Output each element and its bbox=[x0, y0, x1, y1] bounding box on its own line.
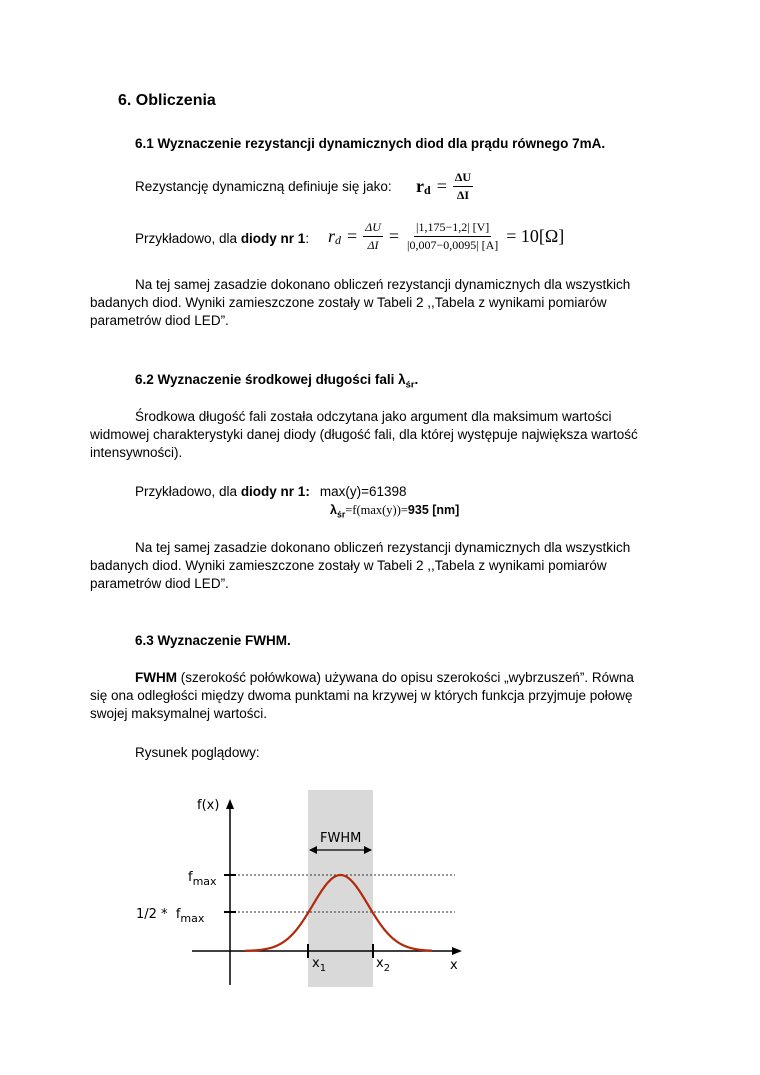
x1-x: x bbox=[312, 956, 320, 971]
ex-den2: |0,007−0,0095| [A] bbox=[407, 238, 499, 252]
p62a-line3: intensywności). bbox=[90, 445, 183, 460]
ex-61-prefix: Przykładowo, dla bbox=[135, 231, 241, 246]
section-title: 6. Obliczenia bbox=[118, 92, 216, 109]
ex-lhs: r bbox=[328, 226, 336, 246]
fwhm-label: FWHM bbox=[320, 831, 362, 846]
fmax-sub: max bbox=[192, 875, 217, 888]
ex-61-colon: : bbox=[305, 231, 310, 246]
lambda-symbol: λ bbox=[330, 503, 337, 517]
x2-x: x bbox=[376, 956, 384, 971]
def-num: ΔU bbox=[453, 170, 473, 187]
ex-fraction-2 bbox=[405, 220, 500, 253]
heading-6-2-text: 6.2 Wyznaczenie środkowej długości fali λ bbox=[135, 372, 406, 387]
ex-eq2: = bbox=[388, 226, 400, 246]
p63-line3: swojej maksymalnej wartości. bbox=[90, 706, 268, 721]
p62b-line1: Na tej samej zasadzie dokonano obliczeń rezystancji dynamicznych dla wszystkich bbox=[135, 540, 631, 555]
lambda-mid: =f(max(y))= bbox=[345, 503, 408, 517]
fmax-label bbox=[188, 870, 217, 888]
ex-62-text bbox=[135, 484, 407, 499]
p63-line1 bbox=[135, 670, 634, 685]
fmax-f: f bbox=[188, 870, 193, 885]
x2-sub: 2 bbox=[383, 963, 391, 974]
ex-62-value: max(y)=61398 bbox=[319, 484, 407, 499]
y-axis-label: f(x) bbox=[197, 798, 220, 813]
figure-caption: Rysunek poglądowy: bbox=[135, 745, 260, 760]
p63-line1-rest: (szerokość połówkowa) używana do opisu szerokości „wybrzuszeń”. Równa bbox=[176, 670, 634, 685]
heading-6-2-end: . bbox=[414, 372, 419, 387]
ex-61-bold: diody nr 1 bbox=[240, 231, 306, 246]
lambda-sub: śr bbox=[336, 509, 346, 520]
p61-line1: Na tej samej zasadzie dokonano obliczeń rezystancji dynamicznych dla wszystkich bbox=[135, 277, 631, 292]
ex-61-formula bbox=[328, 220, 564, 253]
def-text: Rezystancję dynamiczną definiuje się jako: bbox=[135, 179, 392, 194]
heading-6-2-sub: śr bbox=[405, 379, 415, 391]
def-den: ΔI bbox=[456, 188, 470, 202]
heading-6-1: 6.1 Wyznaczenie rezystancji dynamicznych diod dla prądu równego 7mA. bbox=[135, 136, 606, 151]
y-axis-arrow bbox=[226, 799, 234, 809]
ex-62-bold: diody nr 1: bbox=[240, 484, 310, 499]
heading-6-2 bbox=[135, 372, 418, 391]
ex-62-prefix: Przykładowo, dla bbox=[135, 484, 241, 499]
ex-num2: |1,175−1,2| [V] bbox=[414, 220, 491, 237]
half-sub: max bbox=[180, 912, 205, 925]
fwhm-figure bbox=[130, 785, 470, 990]
p61-line3: parametrów diod LED”. bbox=[90, 313, 229, 328]
ex-fraction-1 bbox=[363, 220, 383, 253]
ex-result: = 10[Ω] bbox=[506, 226, 565, 246]
def-lhs: r bbox=[416, 176, 424, 196]
lambda-formula bbox=[330, 503, 459, 520]
def-eq: = bbox=[436, 176, 447, 196]
ex-eq1: = bbox=[347, 226, 358, 246]
ex-61-text bbox=[135, 231, 309, 246]
fwhm-bold: FWHM bbox=[135, 670, 177, 685]
ex-den1: ΔI bbox=[367, 238, 379, 252]
lambda-result: 935 [nm] bbox=[407, 503, 460, 517]
def-formula bbox=[416, 170, 473, 203]
x1-sub: 1 bbox=[319, 963, 327, 974]
p62a-line1: Środkowa długość fali została odczytana jako argument dla maksimum wartości bbox=[135, 409, 612, 424]
p62a-line2: widmowej charakterystyki danej diody (długość fali, dla której występuje największa wartość bbox=[90, 427, 638, 442]
p62b-line3: parametrów diod LED”. bbox=[90, 576, 229, 591]
def-fraction bbox=[453, 170, 473, 203]
def-lhs-sub: d bbox=[424, 183, 431, 197]
half-max-label bbox=[136, 907, 205, 925]
ex-num1: ΔU bbox=[363, 220, 383, 237]
x2-label bbox=[376, 956, 390, 974]
p62b-line2: badanych diod. Wyniki zamieszczone zostały w Tabeli 2 ,,Tabela z wynikami pomiarów bbox=[90, 558, 607, 573]
p61-line2: badanych diod. Wyniki zamieszczone zostały w Tabeli 2 ,,Tabela z wynikami pomiarów bbox=[90, 295, 607, 310]
half-prefix: 1/2 * f bbox=[136, 907, 181, 922]
x-axis-arrow bbox=[452, 947, 462, 955]
heading-6-3: 6.3 Wyznaczenie FWHM. bbox=[135, 633, 291, 648]
ex-lhs-sub: d bbox=[335, 233, 342, 247]
x-axis-label: x bbox=[450, 958, 458, 973]
p63-line2: się ona odległości między dwoma punktami na krzywej w których funkcja przyjmuje połowę bbox=[90, 688, 633, 703]
